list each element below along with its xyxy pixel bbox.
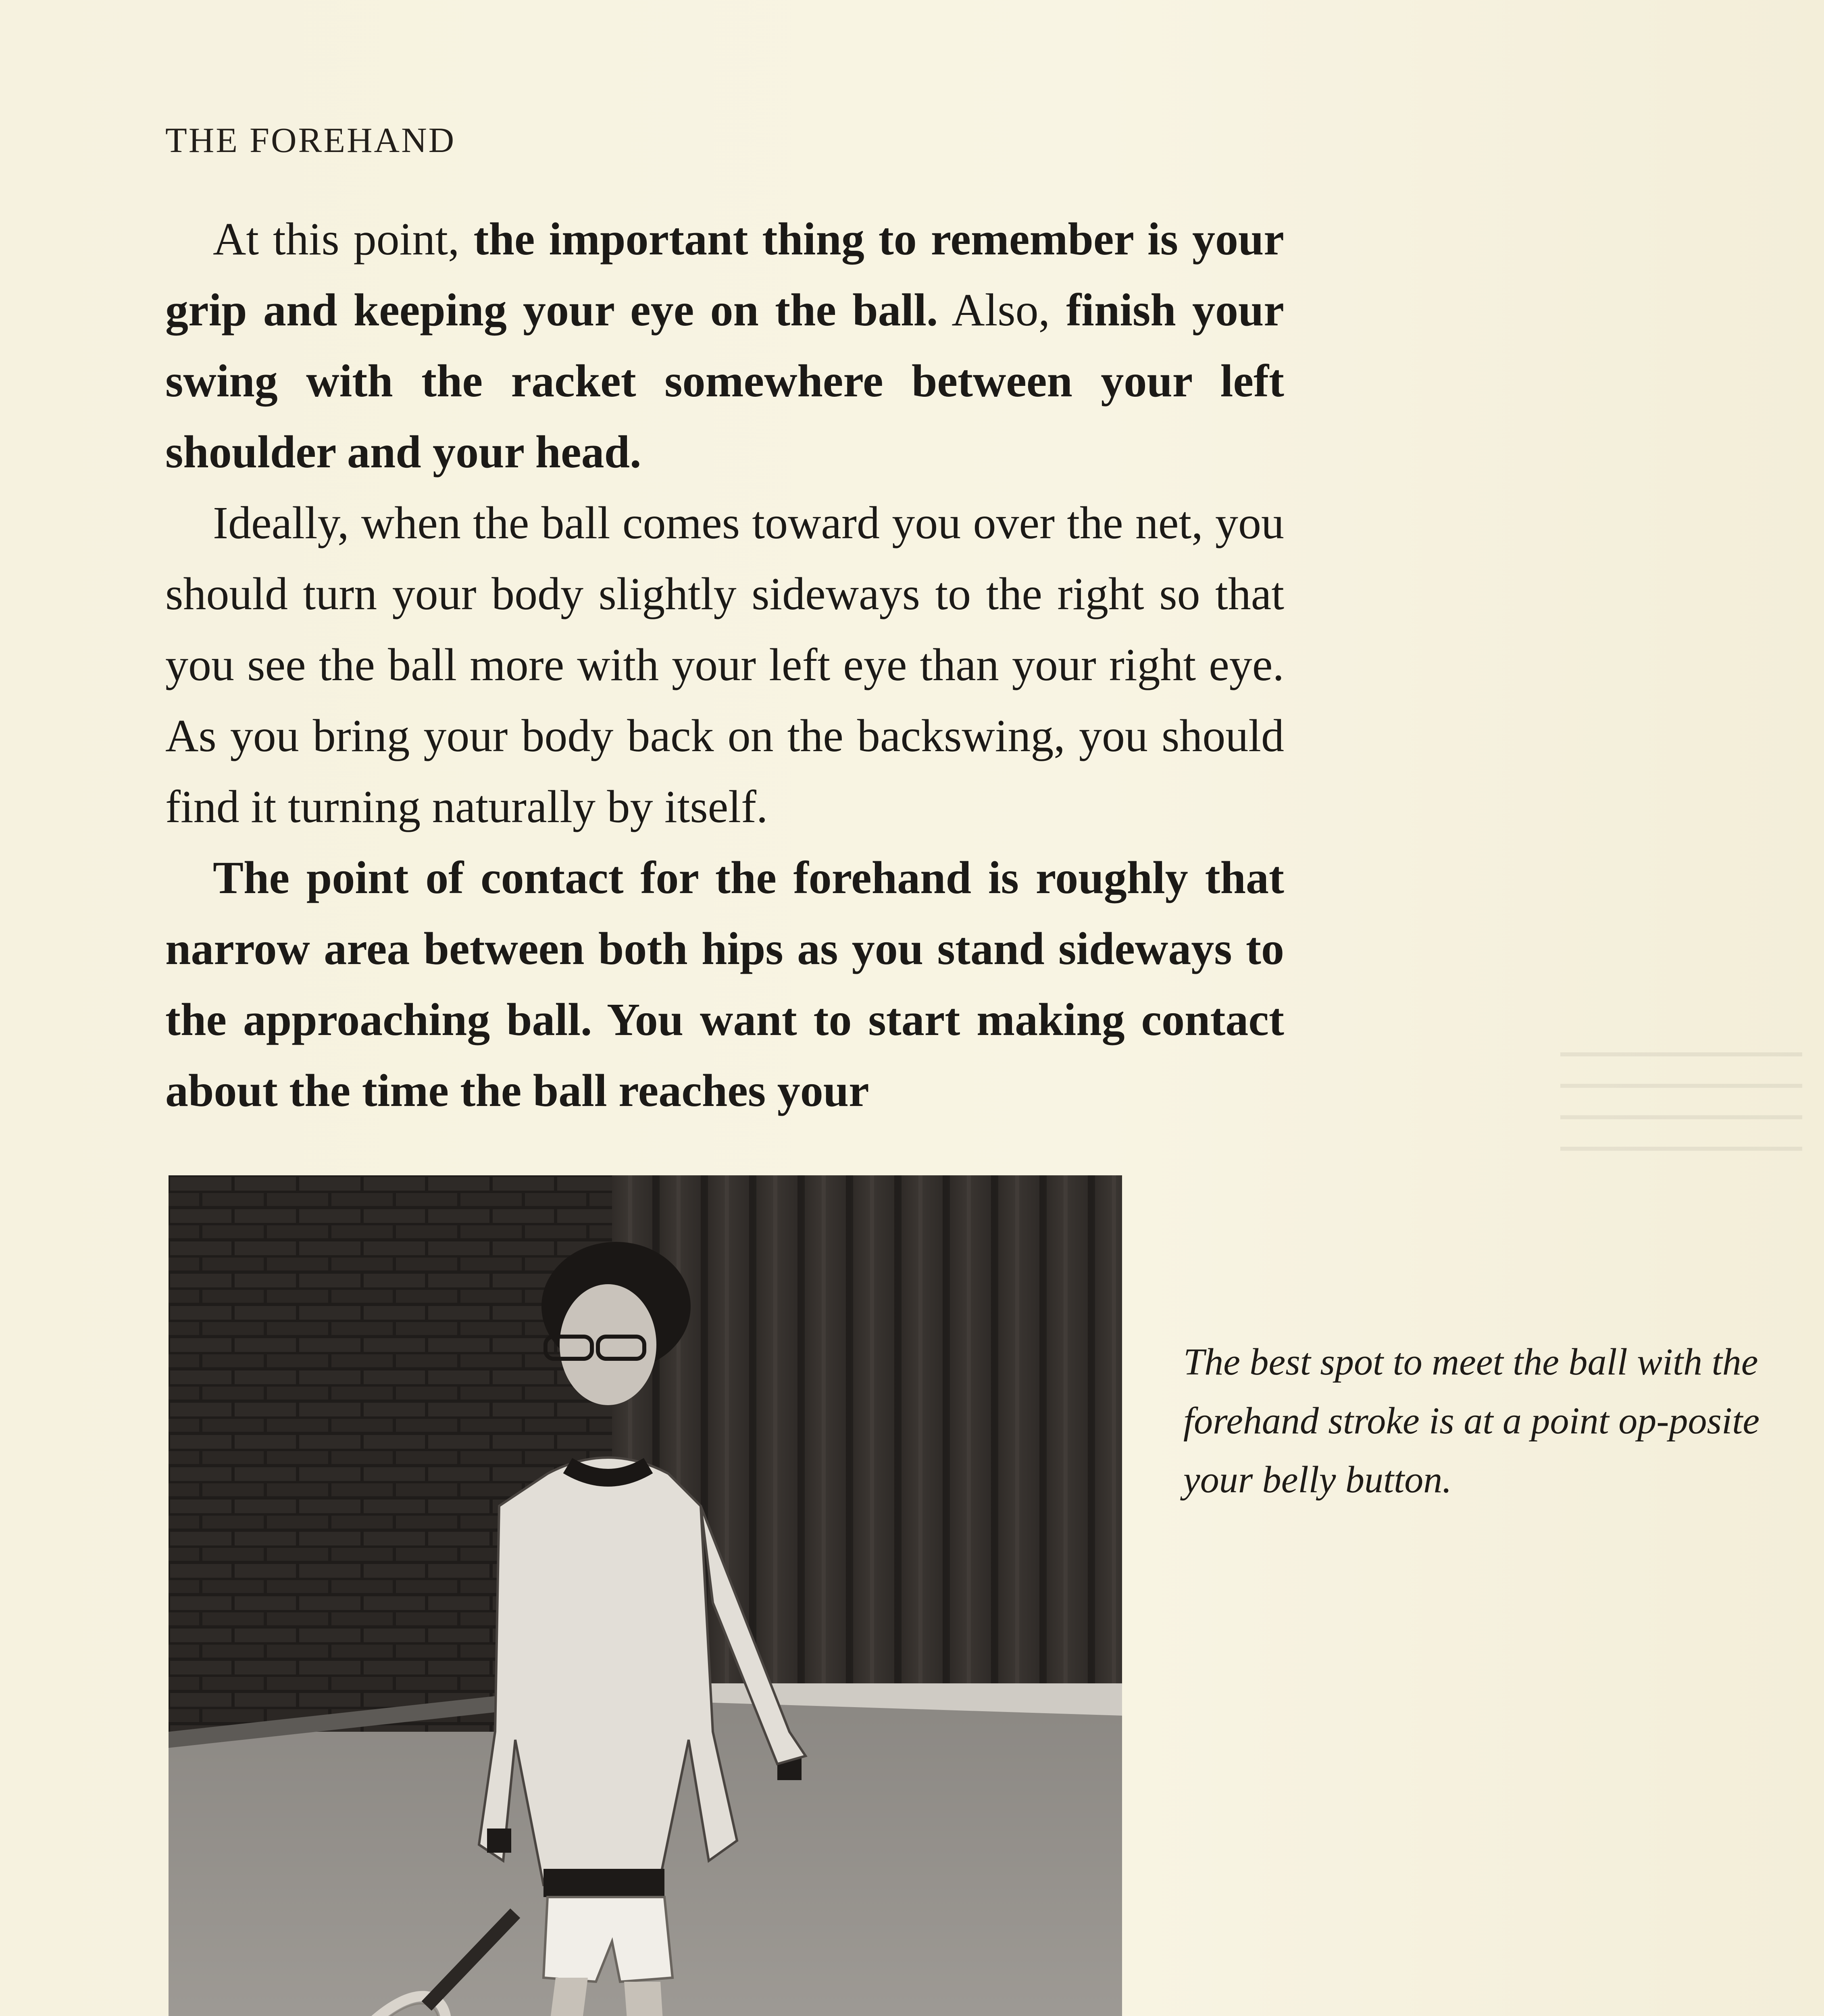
paragraph-3 bbox=[165, 842, 1284, 1126]
paragraph-2: Ideally, when the ball comes toward you over the net, you should turn your body slightly sideways to the right so that you see the ball more with your left eye than your right eye. As you bring your body back on the backswing, you should find it turning naturally by itself. bbox=[165, 497, 1284, 832]
photo-caption: The best spot to meet the ball with the forehand stroke is at a point op-posite your belly button. bbox=[1183, 1341, 1760, 1501]
running-head: THE FOREHAND bbox=[165, 121, 456, 160]
paragraph-3-bold: The point of contact for the forehand is roughly that narrow area between both hips as you stand sideways to the approaching ball. You want to start making contact about the time the ball reaches your bbox=[165, 852, 1284, 1116]
body-text bbox=[165, 204, 1284, 1126]
paragraph-1-also: Also, bbox=[938, 284, 1066, 335]
tennis-player-photo bbox=[169, 1175, 1122, 2016]
show-through-text bbox=[1560, 1052, 1802, 1173]
paragraph-1-bold-b: finish your swing with the racket somewhere between your left shoulder and your head. bbox=[165, 284, 1284, 477]
paragraph-1 bbox=[165, 204, 1284, 487]
paragraph-1-bold-a: the important thing to remember is your grip and keeping your eye on the ball. bbox=[165, 213, 1284, 335]
photo-illustration bbox=[169, 1175, 1122, 2016]
paragraph-1-intro: At this point, bbox=[213, 213, 474, 264]
